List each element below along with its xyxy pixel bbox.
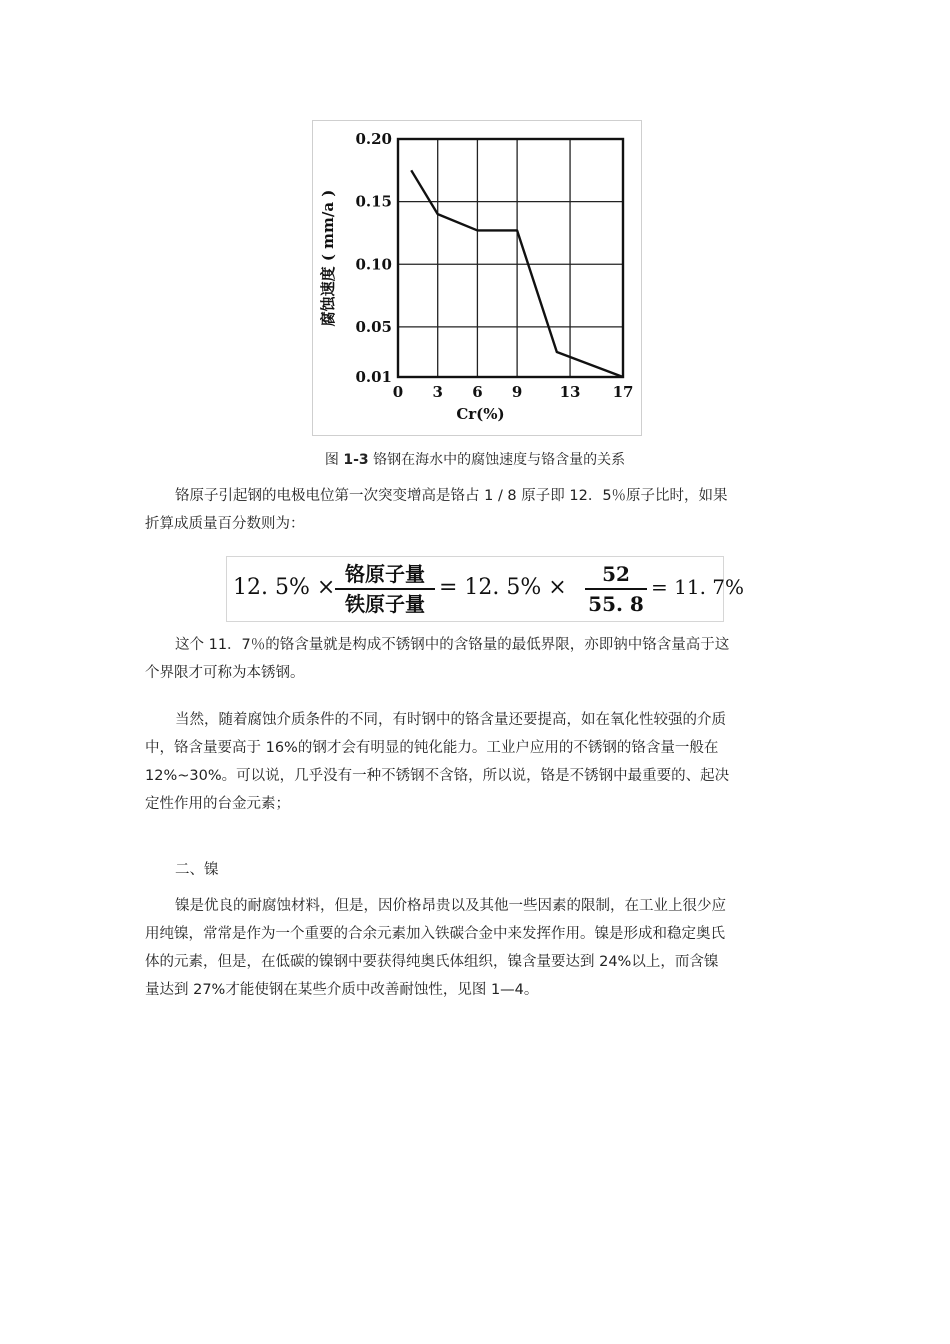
x-tick-label: 17: [612, 383, 634, 401]
x-tick-label: 3: [432, 383, 443, 401]
formula-fraction-values: [585, 561, 647, 617]
paragraph-4: [145, 892, 810, 1004]
plot-frame: [398, 139, 623, 377]
fraction-numerator: 52: [602, 562, 630, 586]
paragraph-line: 中，铬含量要高于 16%的钢才会有明显的钝化能力。工业户应用的不锈钢的铬含量一般在: [145, 740, 719, 756]
figure-caption: [0, 449, 950, 469]
fraction-numerator: 铬原子量: [345, 562, 425, 586]
paragraph-line: 这个 11．7％的铬含量就是构成不锈钢中的含铬量的最低界限，亦即钠中铬含量高于这: [175, 637, 730, 653]
caption-prefix: 图: [324, 452, 339, 468]
paragraph-1: [145, 482, 810, 538]
formula-fraction-atomic: [335, 561, 435, 617]
y-tick-label: 0.05: [355, 317, 392, 336]
y-axis-label: 腐蚀速度 ( mm/a ): [319, 189, 337, 327]
corrosion-chart: [313, 121, 641, 435]
mass-percent-formula: [226, 556, 745, 622]
x-tick-label: 9: [511, 383, 523, 401]
x-tick-label: 0: [392, 383, 404, 401]
fraction-bar: [335, 588, 435, 590]
y-tick-label: 0.01: [355, 368, 392, 386]
y-tick-label: 0.10: [355, 255, 392, 274]
paragraph-line: 体的元素，但是，在低碳的镍钢中要获得纯奥氏体组织，镍含量要达到 24%以上，而含镍: [145, 954, 719, 970]
formula-mid: = 12. 5% ×: [439, 575, 567, 600]
paragraph-2: [145, 631, 810, 687]
paragraph-line: 12%~30%。可以说，几乎没有一种不锈钢不含铬，所以说，铬是不锈钢中最重要的、起决: [145, 768, 730, 784]
paragraph-line: 铬原子引起钢的电极电位第一次突变增高是铬占 1 / 8 原子即 12．5％原子比时，如果: [175, 488, 728, 504]
paragraph-line: 个界限才可称为本锈钢。: [145, 665, 305, 681]
caption-text: 铬钢在海水中的腐蚀速度与铬含量的关系: [373, 452, 626, 468]
paragraph-line: 折算成质量百分数则为：: [145, 516, 305, 532]
y-tick-label: 0.20: [355, 130, 392, 148]
paragraph-line: 量达到 27%才能使钢在某些介质中改善耐蚀性，见图 1—4。: [145, 982, 539, 998]
section-heading: 二、镍: [175, 862, 219, 878]
paragraph-line: 定性作用的台金元素；: [145, 796, 290, 812]
x-tick-label: 13: [559, 383, 581, 401]
y-tick-label: 0.15: [355, 192, 392, 211]
fraction-bar: [585, 588, 647, 590]
x-axis-label: Cr(%): [456, 405, 505, 423]
fraction-denominator: 铁原子量: [345, 592, 425, 616]
paragraph-line: 当然，随着腐蚀介质条件的不同，有时钢中的铬含量还要提高，如在氧化性较强的介质: [175, 712, 726, 728]
caption-number: 1-3: [343, 452, 369, 468]
formula-rhs: = 11. 7%: [651, 575, 745, 599]
paragraph-3: [145, 706, 810, 818]
figure-1-3: [312, 120, 642, 436]
paragraph-line: 镍是优良的耐腐蚀材料，但是，因价格昂贵以及其他一些因素的限制，在工业上很少应: [175, 898, 726, 914]
paragraph-line: 用纯镍，常常是作为一个重要的合余元素加入铁碳合金中来发挥作用。镍是形成和稳定奥氏: [145, 926, 725, 942]
section-heading-nickel: [145, 856, 810, 884]
x-tick-label: 6: [472, 383, 483, 401]
formula-lhs: 12. 5% ×: [233, 575, 336, 600]
fraction-denominator: 55. 8: [588, 592, 644, 616]
